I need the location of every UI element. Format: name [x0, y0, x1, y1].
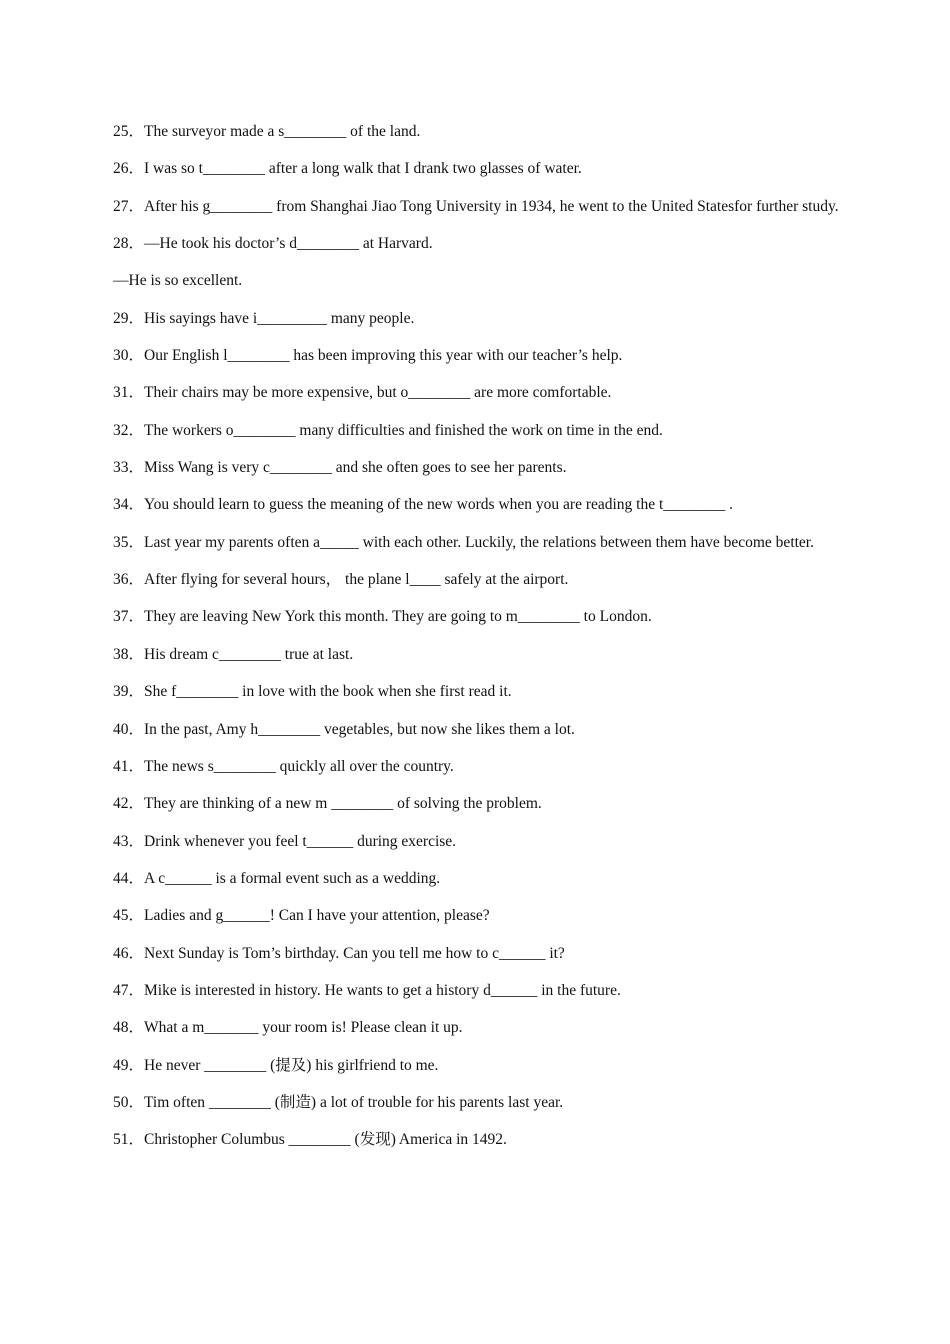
- exercise-list: [113, 120, 843, 1166]
- exercise-29: 29．His sayings have i_________ many people.: [113, 309, 415, 327]
- exercise-27: 27．After his g________ from Shanghai Jiao Tong University in 1934, he went to the United Statesfor further study.: [113, 198, 839, 216]
- exercise-32: 32．The workers o________ many difficulties and finished the work on time in the end.: [113, 421, 663, 439]
- exercise-43: 43．Drink whenever you feel t______ during exercise.: [113, 832, 457, 850]
- exercise-35: 35．Last year my parents often a_____ with each other. Luckily, the relations between them have become better.: [113, 534, 814, 552]
- exercise-42: 42．They are thinking of a new m ________ of solving the problem.: [113, 795, 542, 813]
- exercise-47: 47．Mike is interested in history. He wants to get a history d______ in the future.: [113, 981, 621, 999]
- exercise-40: 40．In the past, Amy h________ vegetables, but now she likes them a lot.: [113, 720, 575, 738]
- exercise-36: 36．After flying for several hours， the plane l____ safely at the airport.: [113, 571, 569, 589]
- exercise-25: 25．The surveyor made a s________ of the land.: [113, 123, 421, 140]
- exercise-39: 39．She f________ in love with the book when she first read it.: [113, 683, 512, 701]
- exercise-30: 30．Our English l________ has been improving this year with our teacher’s help.: [113, 347, 623, 365]
- exercise-31: 31．Their chairs may be more expensive, but o________ are more comfortable.: [113, 384, 612, 402]
- exercise-28: 28．—He took his doctor’s d________ at Harvard.: [113, 235, 433, 253]
- exercise-45: 45．Ladies and g______! Can I have your attention, please?: [113, 907, 490, 925]
- exercise-51: 51．Christopher Columbus ________ (发现) America in 1492.: [113, 1131, 507, 1149]
- exercise-28-response: —He is so excellent.: [113, 272, 243, 290]
- exercise-26: 26．I was so t________ after a long walk that I drank two glasses of water.: [113, 160, 582, 178]
- exercise-44: 44．A c______ is a formal event such as a wedding.: [113, 869, 441, 887]
- exercise-34: 34．You should learn to guess the meaning of the new words when you are reading the t________ .: [113, 496, 734, 514]
- exercise-46: 46．Next Sunday is Tom’s birthday. Can you tell me how to c______ it?: [113, 944, 565, 962]
- exercise-38: 38．His dream c________ true at last.: [113, 645, 354, 663]
- exercise-50: 50．Tim often ________ (制造) a lot of trouble for his parents last year.: [113, 1093, 564, 1111]
- exercise-49: 49．He never ________ (提及) his girlfriend to me.: [113, 1056, 439, 1074]
- exercise-41: 41．The news s________ quickly all over the country.: [113, 757, 454, 775]
- exercise-33: 33．Miss Wang is very c________ and she often goes to see her parents.: [113, 459, 567, 477]
- exercise-48: 48．What a m_______ your room is! Please clean it up.: [113, 1019, 463, 1037]
- exercise-37: 37．They are leaving New York this month. They are going to m________ to London.: [113, 608, 652, 626]
